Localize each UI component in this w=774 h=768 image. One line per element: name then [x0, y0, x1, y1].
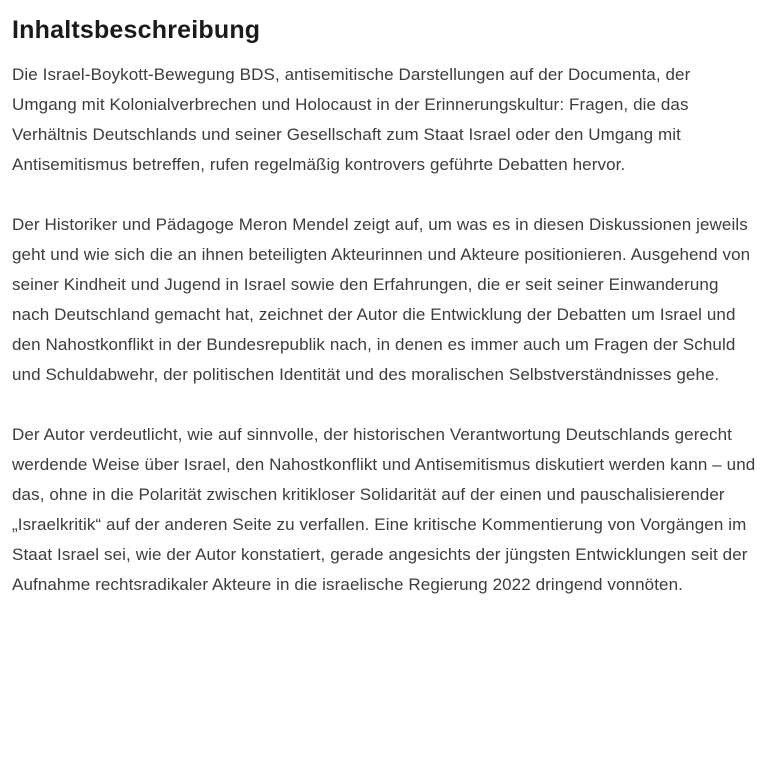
paragraph-author-argument: Der Autor verdeutlicht, wie auf sinnvolle, der historischen Verantwortung Deutschlands gerecht werdende Weise über Israel, den Nahostkonflikt und Antisemitismus diskutiert werden kann – und das, ohne in die Polarität zwischen kritikloser Solidarität auf der einen und pauschalisierender „Israelkritik“ auf der anderen Seite zu verfallen. Eine kritische Kommentierung von Vorgängen im Staat Israel sei, wie der Autor konstatiert, gerade angesichts der jüngsten Entwicklungen seit der Aufnahme rechtsradikaler Akteure in die israelische Regierung 2022 dringend vonnöten. [12, 425, 756, 594]
description-text [12, 60, 760, 600]
page-title: Inhaltsbeschreibung [12, 16, 261, 44]
paragraph-author-background: Der Historiker und Pädagoge Meron Mendel zeigt auf, um was es in diesen Diskussionen jeweils geht und wie sich die an ihnen beteiligten Akteurinnen und Akteure positionieren. Ausgehend von seiner Kindheit und Jugend in Israel sowie den Erfahrungen, die er seit seiner Einwanderung nach Deutschland gemacht hat, zeichnet der Autor die Entwicklung der Debatten um Israel und den Nahostkonflikt in der Bundesrepublik nach, in denen es immer auch um Fragen der Schuld und Schuldabwehr, der politischen Identität und des moralischen Selbstverständnisses gehe. [12, 215, 751, 384]
paragraph-intro-debates: Die Israel-Boykott-Bewegung BDS, antisemitische Darstellungen auf der Documenta, der Umgang mit Kolonialverbrechen und Holocaust in der Erinnerungskultur: Fragen, die das Verhältnis Deutschlands und seiner Gesellschaft zum Staat Israel oder den Umgang mit Antisemitismus betreffen, rufen regelmäßig kontrovers geführte Debatten hervor. [12, 65, 691, 174]
